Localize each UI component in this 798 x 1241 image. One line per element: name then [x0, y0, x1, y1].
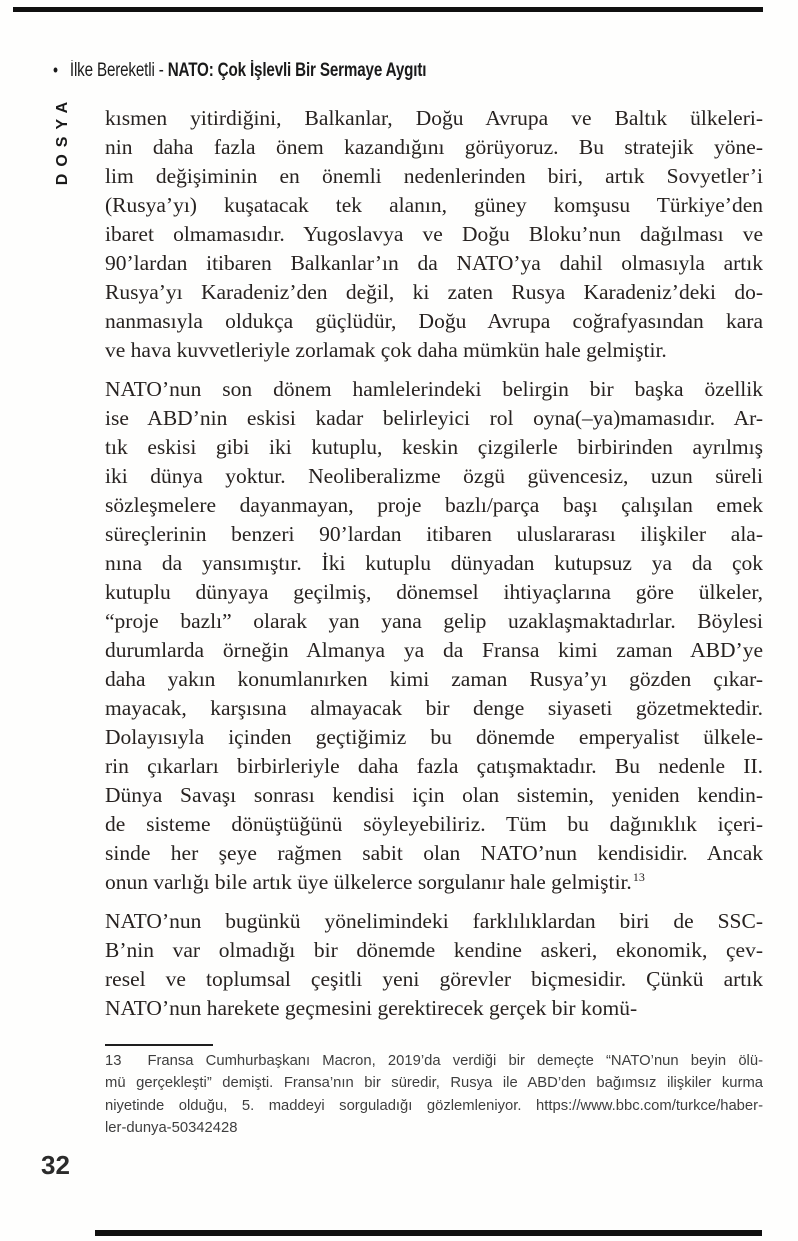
bullet-icon: • — [53, 60, 58, 80]
text-line: NATO’nun bugünkü yönelimindeki farklılıklardan biri de SSC- — [105, 909, 763, 933]
text-line: nına da yansımıştır. İki kutuplu dünyadan kutupsuz ya da çok — [105, 551, 763, 575]
header-author: İlke Bereketli — [69, 60, 155, 81]
footnote-ref: 13 — [632, 869, 645, 884]
text-line: sözleşmelere dayanmayan, proje bazlı/parça başı çalışılan emek — [105, 493, 763, 517]
text-line: rin çıkarları birbirleriyle daha fazla çatışmaktadır. Bu nedenle II. — [105, 754, 763, 778]
paragraph — [105, 907, 763, 1023]
text-line: tık eskisi gibi iki kutuplu, keskin çizgilerle birbirinden ayrılmış — [105, 435, 763, 459]
text-line: (Rusya’yı) kuşatacak tek alanın, güney komşusu Türkiye’den — [105, 193, 763, 217]
page-number: 32 — [41, 1150, 70, 1180]
text-line: de sisteme dönüştüğünü söyleyebiliriz. Tüm bu dağınıklık içeri- — [105, 812, 763, 836]
footnote-line: niyetinde olduğu, 5. maddeyi sorguladığı gözlemleniyor. https://www.bbc.com/turkce/haber- — [105, 1097, 763, 1114]
section-label-text: DOSYA — [54, 94, 71, 186]
text-line: durumlarda örneğin Almanya ya da Fransa kimi zaman ABD’ye — [105, 638, 763, 662]
text-line: resel ve toplumsal çeşitli yeni görevler biçmesidir. Çünkü artık — [105, 967, 763, 991]
text-line: ibaret olmamasıdır. Yugoslavya ve Doğu Bloku’nun dağılması ve — [105, 222, 763, 246]
text-line: ise ABD’nin eskisi kadar belirleyici rol oyna(–ya)mamasıdır. Ar- — [105, 406, 763, 430]
text-line: nanmasıyla oldukça güçlüdür, Doğu Avrupa coğrafyasından kara — [105, 309, 763, 333]
top-rule-bar — [13, 7, 763, 12]
footnote-line: ler-dunya-50342428 — [105, 1120, 238, 1137]
text-line: “proje bazlı” olarak yan yana gelip uzaklaşmaktadırlar. Böylesi — [105, 609, 763, 633]
text-line: ve hava kuvvetleriyle zorlamak çok daha mümkün hale gelmiştir. — [105, 338, 667, 362]
text-line: mayacak, karşısına almayacak bir denge siyaseti gözetmektedir. — [105, 696, 763, 720]
text-line: sinde her şeye rağmen sabit olan NATO’nun kendisidir. Ancak — [105, 841, 763, 865]
text-line: B’nin var olmadığı bir dönemde kendine askeri, ekonomik, çev- — [105, 938, 763, 962]
footnote-line: 13 Fransa Cumhurbaşkanı Macron, 2019’da verdiği bir demeçte “NATO’nun beyin ölü- — [105, 1053, 763, 1069]
text-line: Dünya Savaşı sonrası kendisi için olan sistemin, yeniden kendin- — [105, 783, 763, 807]
text-line: kısmen yitirdiğini, Balkanlar, Doğu Avrupa ve Baltık ülkeleri- — [105, 106, 763, 130]
text-line: Dolayısıyla içinden geçtiğimiz bu dönemde emperyalist ülkele- — [105, 725, 763, 749]
page-header — [53, 60, 426, 82]
text-line: nin daha fazla önem kazandığını görüyoruz. Bu stratejik yöne- — [105, 135, 763, 159]
footnote-line: mü gerçekleşti” demişti. Fransa’nın bir süredir, Rusya ile ABD’den bağımsız ilişkiler kurma — [105, 1075, 763, 1092]
bottom-rule-bar — [95, 1230, 762, 1236]
text-line: onun varlığı bile artık üye ülkelerce sorgulanır hale gelmiştir.$^{13}$ — [105, 869, 645, 894]
section-label-vertical — [44, 92, 82, 188]
body-text — [105, 104, 763, 1033]
header-title: NATO: Çok İşlevli Bir Sermaye Aygıtı — [167, 60, 427, 81]
paragraph — [105, 104, 763, 365]
footnote-rule — [105, 1044, 213, 1046]
text-line: iki dünya yoktur. Neoliberalizme özgü güvencesiz, uzun süreli — [105, 464, 763, 488]
text-line: Rusya’yı Karadeniz’den değil, ki zaten Rusya Karadeniz’deki do- — [105, 280, 763, 304]
text-line: lim değişiminin en önemli nedenlerinden biri, artık Sovyetler’i — [105, 164, 763, 188]
text-line: NATO’nun harekete geçmesini gerektirecek gerçek bir komü- — [105, 996, 638, 1020]
text-line: NATO’nun son dönem hamlelerindeki belirgin bir başka özellik — [105, 377, 763, 401]
text-line: süreçlerinin benzeri 90’lardan itibaren uluslararası ilişkiler ala- — [105, 522, 763, 546]
footnote-number: 13 — [105, 1053, 122, 1069]
text-line: kutuplu dünyaya geçilmiş, dönemsel ihtiyaçlarına göre ülkeler, — [105, 580, 763, 604]
paragraph — [105, 375, 763, 897]
footnote — [105, 1050, 763, 1140]
text-line: daha yakın konumlanırken kimi zaman Rusya’yı gözden çıkar- — [105, 667, 763, 691]
text-line: 90’lardan itibaren Balkanlar’ın da NATO’ya dahil olmasıyla artık — [105, 251, 763, 275]
header-separator: - — [154, 60, 168, 81]
